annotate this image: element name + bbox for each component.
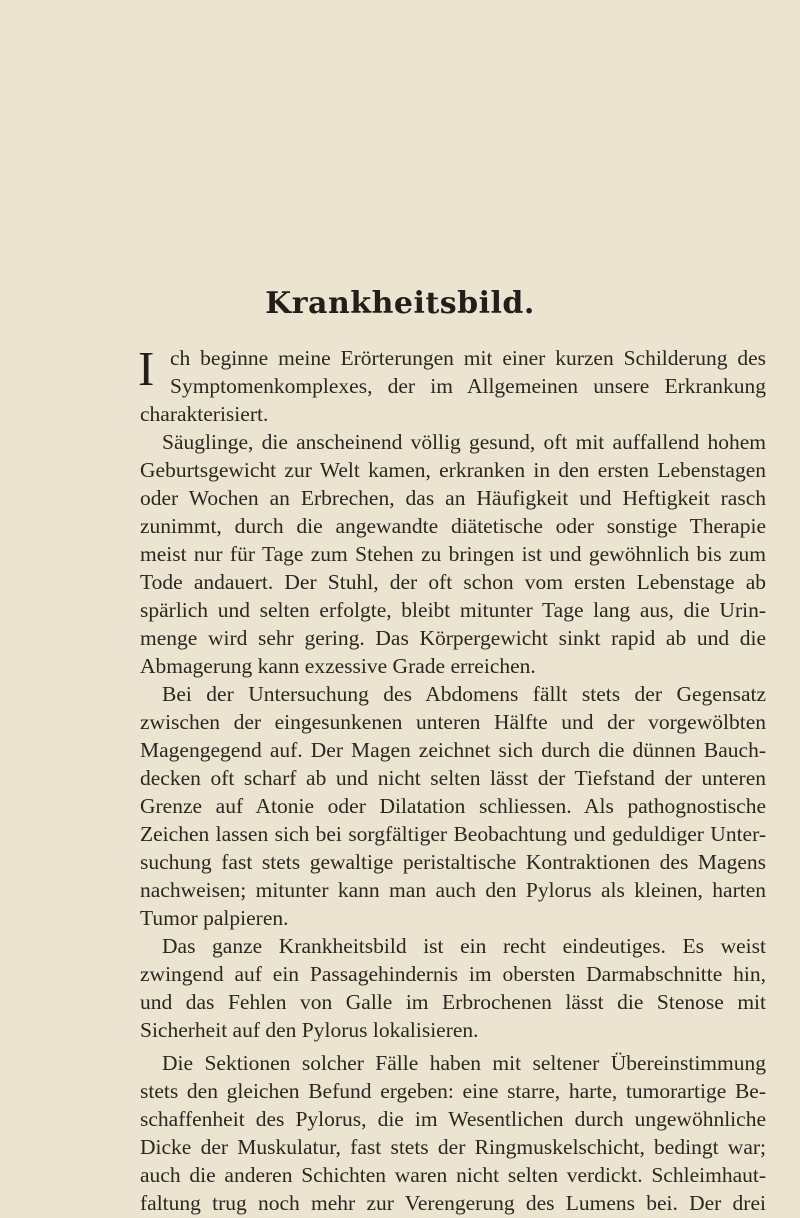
text-line: Magengegend auf. Der Magen zeichnet sich durch die dünnen Bauch- bbox=[140, 738, 766, 762]
drop-cap: I bbox=[138, 341, 155, 396]
text-line: und das Fehlen von Galle im Erbrochenen lässt die Stenose mit bbox=[140, 990, 766, 1014]
text-line: suchung fast stets gewaltige peristaltische Kontraktionen des Magens bbox=[140, 850, 766, 874]
text-line: Tode andauert. Der Stuhl, der oft schon vom ersten Lebenstage ab bbox=[140, 570, 766, 594]
text-line: Grenze auf Atonie oder Dilatation schliessen. Als pathognostische bbox=[140, 794, 766, 818]
chapter-title: Krankheitsbild. bbox=[265, 286, 535, 321]
text-line: Bei der Untersuchung des Abdomens fällt stets der Gegensatz bbox=[162, 682, 766, 706]
text-line: Abmagerung kann exzessive Grade erreichen. bbox=[140, 654, 536, 678]
text-line: Tumor palpieren. bbox=[140, 906, 289, 930]
text-line: Die Sektionen solcher Fälle haben mit seltener Übereinstimmung bbox=[162, 1051, 766, 1075]
text-line: nachweisen; mitunter kann man auch den Pylorus als kleinen, harten bbox=[140, 878, 766, 902]
text-line: oder Wochen an Erbrechen, das an Häufigkeit und Heftigkeit rasch bbox=[140, 486, 766, 510]
text-line: zunimmt, durch die angewandte diätetische oder sonstige Therapie bbox=[140, 514, 766, 538]
text-line: auch die anderen Schichten waren nicht selten verdickt. Schleimhaut- bbox=[140, 1163, 766, 1187]
text-line: menge wird sehr gering. Das Körpergewicht sinkt rapid ab und die bbox=[140, 626, 766, 650]
text-line: Zeichen lassen sich bei sorgfältiger Beobachtung und geduldiger Unter- bbox=[140, 822, 766, 846]
text-line: decken oft scharf ab und nicht selten lässt der Tiefstand der unteren bbox=[140, 766, 766, 790]
text-line: ch beginne meine Erörterungen mit einer kurzen Schilderung des bbox=[170, 346, 766, 370]
text-line: charakterisiert. bbox=[140, 402, 269, 426]
text-line: Das ganze Krankheitsbild ist ein recht eindeutiges. Es weist bbox=[162, 934, 766, 958]
text-line: Geburtsgewicht zur Welt kamen, erkranken in den ersten Lebenstagen bbox=[140, 458, 766, 482]
text-line: Sicherheit auf den Pylorus lokalisieren. bbox=[140, 1018, 479, 1042]
text-line: zwischen der eingesunkenen unteren Hälfte und der vorgewölbten bbox=[140, 710, 766, 734]
text-line: zwingend auf ein Passagehindernis im obersten Darmabschnitte hin, bbox=[140, 962, 766, 986]
text-line: Säuglinge, die anscheinend völlig gesund, oft mit auffallend hohem bbox=[162, 430, 766, 454]
text-line: stets den gleichen Befund ergeben: eine starre, harte, tumorartige Be- bbox=[140, 1079, 766, 1103]
text-line: faltung trug noch mehr zur Verengerung des Lumens bei. Der drei bbox=[140, 1191, 766, 1215]
text-line: Dicke der Muskulatur, fast stets der Ringmuskelschicht, bedingt war; bbox=[140, 1135, 766, 1159]
text-line: Symptomenkomplexes, der im Allgemeinen unsere Erkrankung bbox=[170, 374, 766, 398]
text-line: meist nur für Tage zum Stehen zu bringen ist und gewöhnlich bis zum bbox=[140, 542, 766, 566]
text-line: spärlich und selten erfolgte, bleibt mitunter Tage lang aus, die Urin- bbox=[140, 598, 766, 622]
text-line: schaffenheit des Pylorus, die im Wesentlichen durch ungewöhnliche bbox=[140, 1107, 766, 1131]
